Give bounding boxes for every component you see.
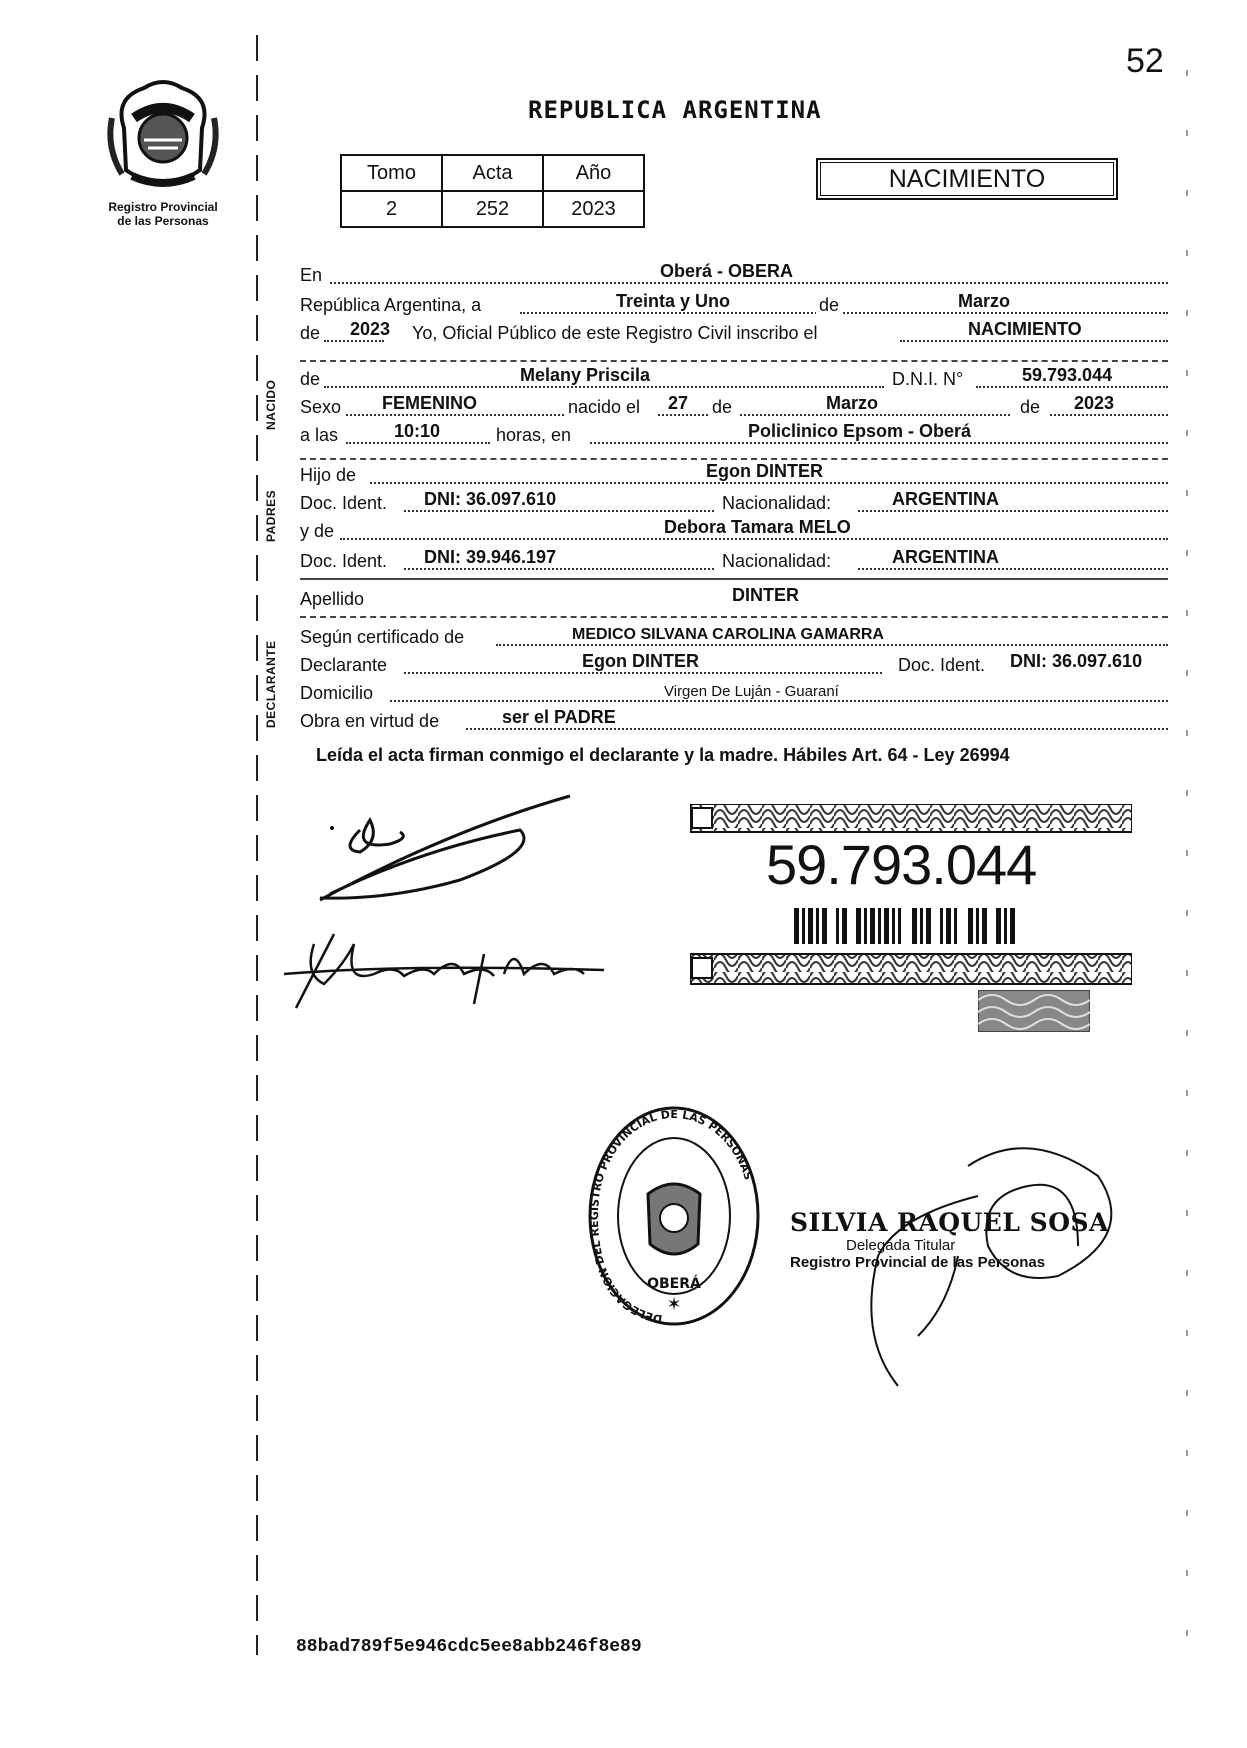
dotted-line (1050, 414, 1168, 416)
registry-logo-icon (104, 78, 222, 198)
document-hash: 88bad789f5e946cdc5ee8abb246f8e89 (296, 1637, 642, 1657)
date-month: Marzo (958, 291, 1011, 311)
document-type-box: NACIMIENTO (816, 158, 1118, 200)
dotted-line (340, 538, 1168, 540)
birth-de-label: de (712, 397, 733, 417)
side-label-padres: PADRES (264, 489, 278, 542)
time-label: a las (300, 425, 339, 445)
mother-doc-label: Doc. Ident. (300, 551, 388, 571)
mother-signature (284, 924, 614, 1014)
reason-label: Obra en virtud de (300, 711, 440, 731)
date-label: República Argentina, a (300, 295, 482, 315)
certificate-label: Según certificado de (300, 627, 465, 647)
right-margin-marks (1186, 70, 1188, 1650)
mother-row (300, 516, 1168, 544)
dotted-line (858, 510, 1168, 512)
dotted-line (346, 442, 490, 444)
legal-text: Leída el acta firman conmigo el declarante y la madre. Hábiles Art. 64 - Ley 26994 (316, 745, 1010, 765)
dotted-line (900, 340, 1168, 342)
dotted-line (404, 672, 882, 674)
reason-value: ser el PADRE (502, 707, 616, 727)
dotted-line (324, 340, 384, 342)
birth-year: 2023 (1074, 393, 1115, 413)
acta-header-ano: Año (543, 155, 644, 191)
dotted-line (520, 312, 1168, 314)
dotted-line (976, 386, 1168, 388)
child-de-label: de (300, 369, 321, 389)
place-row (300, 260, 1168, 288)
declarant-name: Egon DINTER (582, 651, 699, 671)
side-label-nacido: NACIDO (264, 379, 278, 430)
child-dni: 59.793.044 (1022, 365, 1113, 385)
date-day: Treinta y Uno (616, 291, 731, 311)
official-org: Registro Provincial de las Personas (790, 1254, 1046, 1271)
birth-place: Policlinico Epsom - Oberá (748, 421, 972, 441)
birth-month: Marzo (826, 393, 879, 413)
declarant-signature (300, 790, 580, 910)
declarant-label: Declarante (300, 655, 388, 675)
surname-value: DINTER (732, 585, 799, 605)
father-name: Egon DINTER (706, 461, 823, 481)
father-doc-row (300, 488, 1168, 516)
section-divider (300, 578, 1168, 580)
sex-birth-row (300, 392, 1168, 420)
side-label-declarante: DECLARANTE (264, 640, 278, 728)
svg-text:✶: ✶ (666, 1294, 682, 1314)
address-row (300, 678, 1168, 706)
acta-value-acta: 252 (442, 191, 543, 227)
official-signature-block (790, 1208, 1150, 1271)
document-title: REPUBLICA ARGENTINA (528, 96, 822, 124)
father-doc-label: Doc. Ident. (300, 493, 388, 513)
section-divider (300, 360, 1168, 362)
official-role: Delegada Titular (846, 1237, 956, 1254)
security-hologram (978, 990, 1090, 1032)
date-row (300, 290, 1168, 318)
mother-nationality-label: Nacionalidad: (722, 551, 832, 571)
year-row (300, 318, 1168, 346)
inscription-type: NACIMIENTO (968, 319, 1082, 339)
place-value: Oberá - OBERA (660, 261, 794, 281)
margin-line (256, 35, 258, 1655)
birth-place-row (300, 420, 1168, 448)
father-label: Hijo de (300, 465, 357, 485)
mother-label: y de (300, 521, 335, 541)
year-de-label: de (300, 323, 321, 343)
father-row (300, 460, 1168, 488)
dni-large-number: 59.793.044 (766, 833, 1037, 896)
hours-label: horas, en (496, 425, 572, 445)
official-name: SILVIA RAQUEL SOSA (790, 1208, 1109, 1237)
dotted-line (404, 568, 714, 570)
surname-row (300, 584, 1168, 612)
certificate-row (300, 622, 1168, 650)
sex-label: Sexo (300, 397, 342, 417)
year-value: 2023 (350, 319, 391, 339)
father-nationality: ARGENTINA (892, 489, 999, 509)
place-label: En (300, 265, 323, 285)
dotted-line (330, 282, 1168, 284)
address-value: Virgen De Luján - Guaraní (664, 683, 839, 700)
acta-value-tomo: 2 (341, 191, 442, 227)
address-label: Domicilio (300, 683, 374, 703)
dotted-line (590, 442, 1168, 444)
dotted-line (370, 482, 1168, 484)
child-dni-label: D.N.I. N° (892, 369, 964, 389)
declarant-row (300, 650, 1168, 678)
registry-caption-line2: de las Personas (117, 214, 209, 228)
surname-label: Apellido (300, 589, 365, 609)
child-name-row (300, 364, 1168, 392)
section-divider (300, 616, 1168, 618)
mother-doc-row (300, 546, 1168, 574)
acta-value-ano: 2023 (543, 191, 644, 227)
birth-de-label-2: de (1020, 397, 1041, 417)
dotted-line (466, 728, 1168, 730)
dotted-line (658, 414, 708, 416)
dotted-line (324, 386, 884, 388)
child-name: Melany Priscila (520, 365, 651, 385)
seal-text: DELEGACION DEL REGISTRO PROVINCIAL DE LAS PERSONAS (587, 1107, 755, 1326)
registry-caption (78, 200, 248, 228)
date-de-label: de (816, 295, 842, 316)
dotted-line (496, 644, 1168, 646)
birth-time: 10:10 (394, 421, 441, 441)
acta-header-tomo: Tomo (341, 155, 442, 191)
acta-table (340, 154, 645, 228)
declarant-doc: DNI: 36.097.610 (1010, 651, 1143, 671)
birth-day: 27 (668, 393, 689, 413)
mother-doc: DNI: 39.946.197 (424, 547, 557, 567)
dotted-line (858, 568, 1168, 570)
birth-label: nacido el (568, 397, 641, 417)
acta-header-acta: Acta (442, 155, 543, 191)
dotted-line (346, 414, 564, 416)
dotted-line (390, 700, 1168, 702)
reason-row (300, 706, 1168, 734)
mother-name: Debora Tamara MELO (664, 517, 851, 537)
father-doc: DNI: 36.097.610 (424, 489, 557, 509)
sex-value: FEMENINO (382, 393, 478, 413)
father-nationality-label: Nacionalidad: (722, 493, 832, 513)
year-text: Yo, Oficial Público de este Registro Civil inscribo el (412, 323, 818, 343)
page-number: 52 (1126, 42, 1164, 80)
mother-nationality: ARGENTINA (892, 547, 999, 567)
declarant-doc-label: Doc. Ident. (898, 655, 986, 675)
dotted-line (404, 510, 714, 512)
certificate-value: MEDICO SILVANA CAROLINA GAMARRA (572, 626, 884, 643)
registry-caption-line1: Registro Provincial (108, 200, 218, 214)
dotted-line (740, 414, 1010, 416)
seal-city: OBERÁ (647, 1276, 701, 1292)
official-seal (586, 1104, 762, 1334)
